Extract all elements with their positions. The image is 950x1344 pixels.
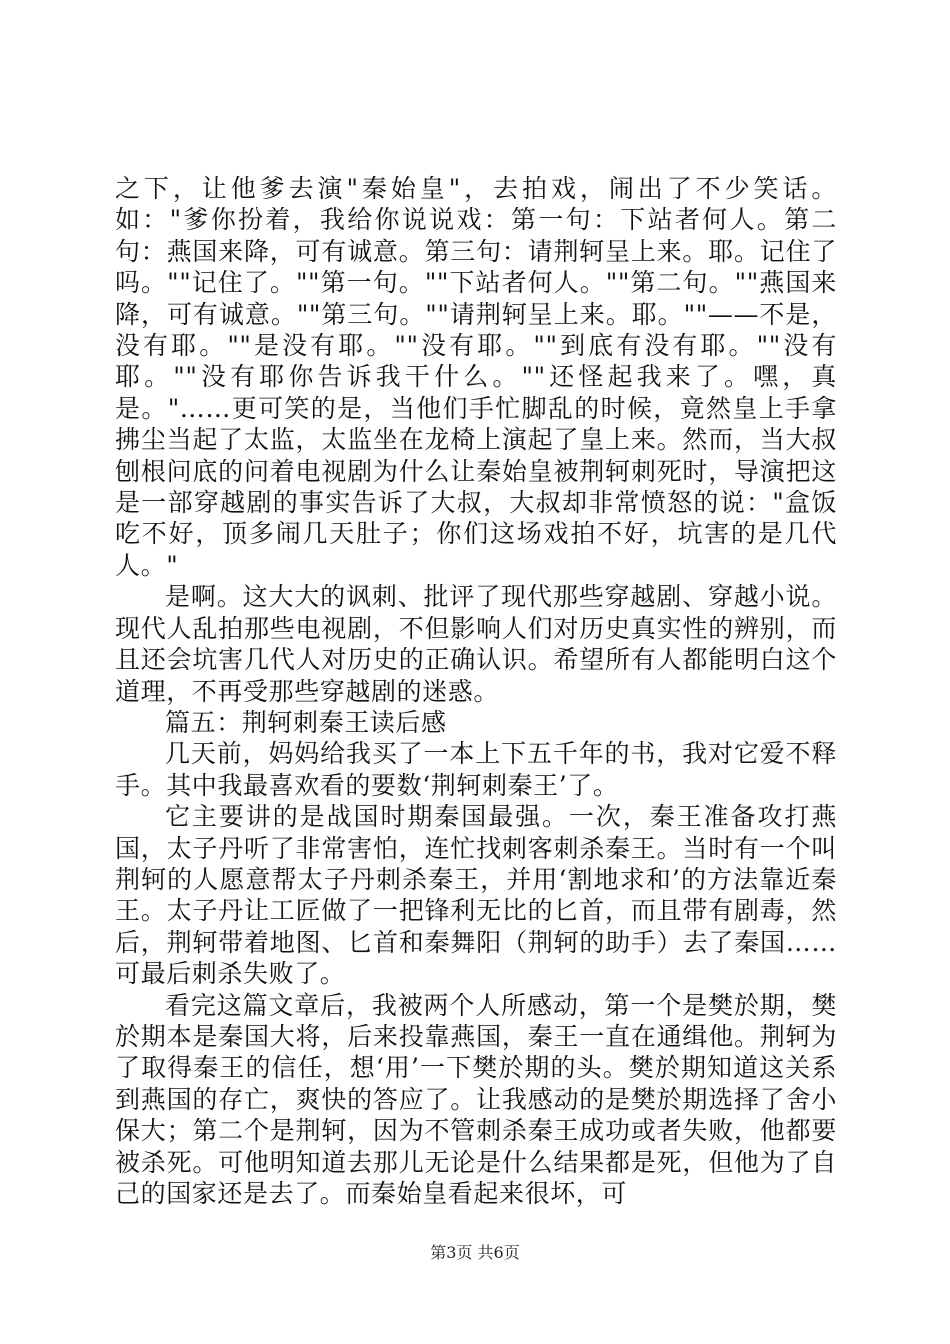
paragraph: 几天前，妈妈给我买了一本上下五千年的书，我对它爱不释手。其中我最喜欢看的要数‘荆轲刺秦王’了。 — [115, 739, 837, 800]
section-heading: 篇五：荆轲刺秦王读后感 — [165, 707, 447, 737]
paragraph: 是啊。这大大的讽刺、批评了现代那些穿越剧、穿越小说。现代人乱拍那些电视剧，不但影响人们对历史真实性的辨别，而且还会坑害几代人对历史的正确认识。希望所有人都能明白这个道理，不再受那些穿越剧的迷惑。 — [115, 582, 837, 706]
paragraph: 它主要讲的是战国时期秦国最强。一次，秦王准备攻打燕国，太子丹听了非常害怕，连忙找刺客刺杀秦王。当时有一个叫荆轲的人愿意帮太子丹刺杀秦王，并用‘割地求和’的方法靠近秦王。太子丹让工匠做了一把锋利无比的匕首，而且带有剧毒，然后，荆轲带着地图、匕首和秦舞阳（荆轲的助手）去了秦国……可最后刺杀失败了。 — [115, 802, 837, 989]
paragraph: 看完这篇文章后，我被两个人所感动，第一个是樊於期，樊於期本是秦国大将，后来投靠燕国，秦王一直在通缉他。荆轲为了取得秦王的信任，想‘用’一下樊於期的头。樊於期知道这关系到燕国的存亡，爽快的答应了。让我感动的是樊於期选择了舍小保大；第二个是荆轲，因为不管刺杀秦王成功或者失败，他都要被杀死。可他明知道去那儿无论是什么结果都是死，但他为了自己的国家还是去了。而秦始皇看起来很坏，可 — [115, 990, 837, 1208]
page-number-footer: 第3页 共6页 — [430, 1243, 520, 1262]
body-text — [115, 173, 837, 1209]
paragraph-continued: 之下，让他爹去演"秦始皇"，去拍戏，闹出了不少笑话。如："爹你扮着，我给你说说戏：第一句：下站者何人。第二句：燕国来降，可有诚意。第三句：请荆轲呈上来。耶。记住了吗。""记住了。""第一句。""下站者何人。""第二句。""燕国来降，可有诚意。""第三句。""请荆轲呈上来。耶。""——不是，没有耶。""是没有耶。""没有耶。""到底有没有耶。""没有耶。""没有耶你告诉我干什么。""还怪起我来了。嘿，真是。"……更可笑的是，当他们手忙脚乱的时候，竟然皇上手拿拂尘当起了太监，太监坐在龙椅上演起了皇上来。然而，当大叔刨根问底的问着电视剧为什么让秦始皇被荆轲刺死时，导演把这是一部穿越剧的事实告诉了大叔，大叔却非常愤怒的说："盒饭吃不好，顶多闹几天肚子；你们这场戏拍不好，坑害的是几代人。" — [115, 174, 837, 580]
